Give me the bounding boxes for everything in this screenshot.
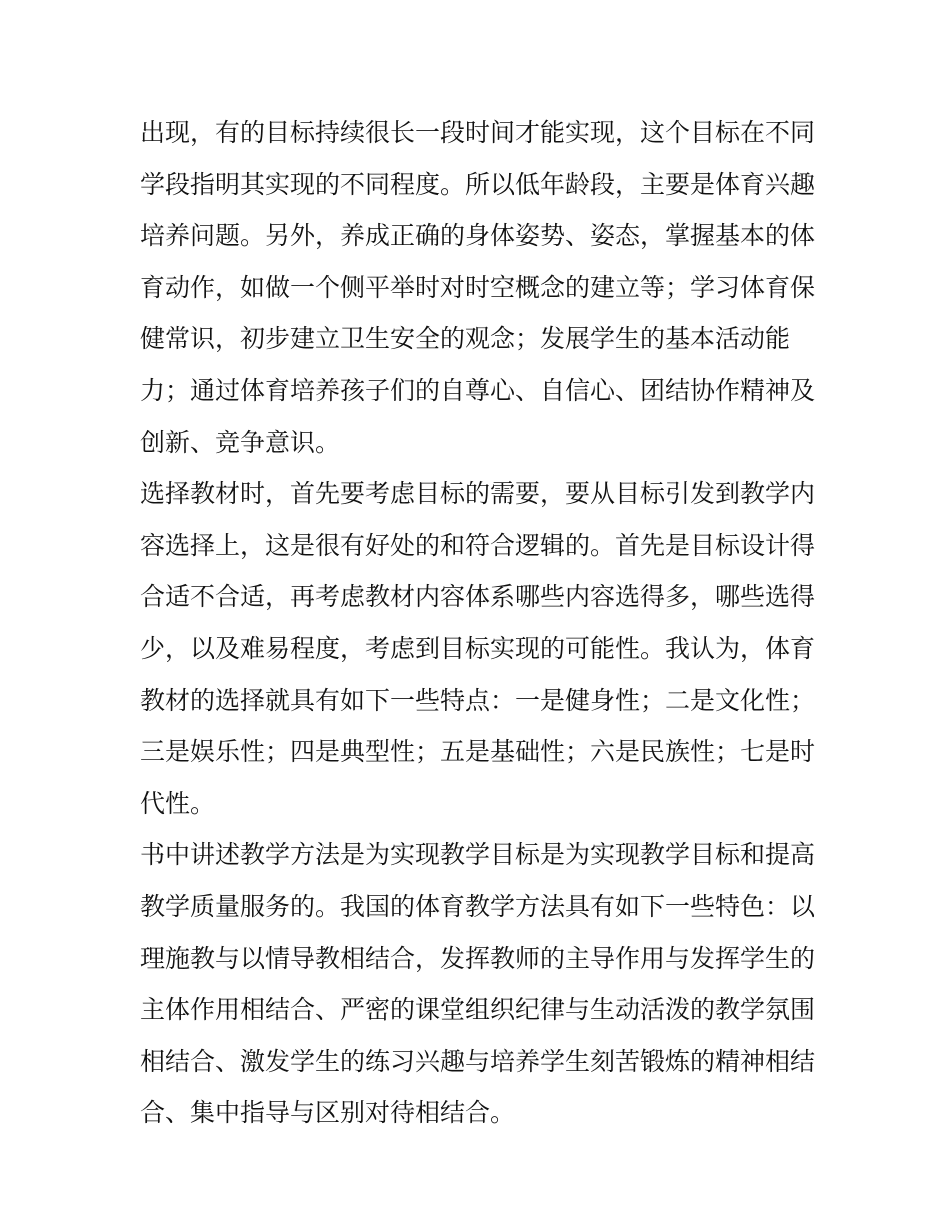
document-body xyxy=(140,107,815,1139)
text-line: 健常识，初步建立卫生安全的观念；发展学生的基本活动能 xyxy=(140,324,791,354)
text-line: 理施教与以情导教相结合，发挥教师的主导作用与发挥学生的 xyxy=(140,943,815,973)
text-line: 创新、竞争意识。 xyxy=(140,427,341,457)
text-line: 选择教材时，首先要考虑目标的需要，要从目标引发到教学内 xyxy=(140,479,815,509)
text-line: 合适不合适，再考虑教材内容体系哪些内容选得多，哪些选得 xyxy=(140,582,815,612)
paragraph-methods xyxy=(140,829,815,1139)
text-line: 容选择上，这是很有好处的和符合逻辑的。首先是目标设计得 xyxy=(140,530,815,560)
text-line: 力；通过体育培养孩子们的自尊心、自信心、团结协作精神及 xyxy=(140,375,815,405)
text-line: 少，以及难易程度，考虑到目标实现的可能性。我认为，体育 xyxy=(140,633,815,663)
text-line: 主体作用相结合、严密的课堂组织纪律与生动活泼的教学氛围 xyxy=(140,995,815,1025)
text-line: 三是娱乐性；四是典型性；五是基础性；六是民族性；七是时 xyxy=(140,737,815,767)
paragraph-goals xyxy=(140,107,815,468)
paragraph-materials xyxy=(140,468,815,829)
text-line: 育动作，如做一个侧平举时对时空概念的建立等；学习体育保 xyxy=(140,272,815,302)
text-line: 出现，有的目标持续很长一段时间才能实现，这个目标在不同 xyxy=(140,118,815,147)
text-line: 教学质量服务的。我国的体育教学方法具有如下一些特色：以 xyxy=(140,891,815,921)
text-line: 合、集中指导与区别对待相结合。 xyxy=(140,1098,516,1128)
text-line: 培养问题。另外，养成正确的身体姿势、姿态，掌握基本的体 xyxy=(140,221,815,251)
text-line: 教材的选择就具有如下一些特点：一是健身性；二是文化性； xyxy=(140,685,815,715)
text-line: 相结合、激发学生的练习兴趣与培养学生刻苦锻炼的精神相结 xyxy=(140,1046,815,1076)
text-line: 代性。 xyxy=(140,788,216,818)
text-line: 书中讲述教学方法是为实现教学目标是为实现教学目标和提高 xyxy=(140,840,815,870)
text-line: 学段指明其实现的不同程度。所以低年龄段，主要是体育兴趣 xyxy=(140,169,815,199)
